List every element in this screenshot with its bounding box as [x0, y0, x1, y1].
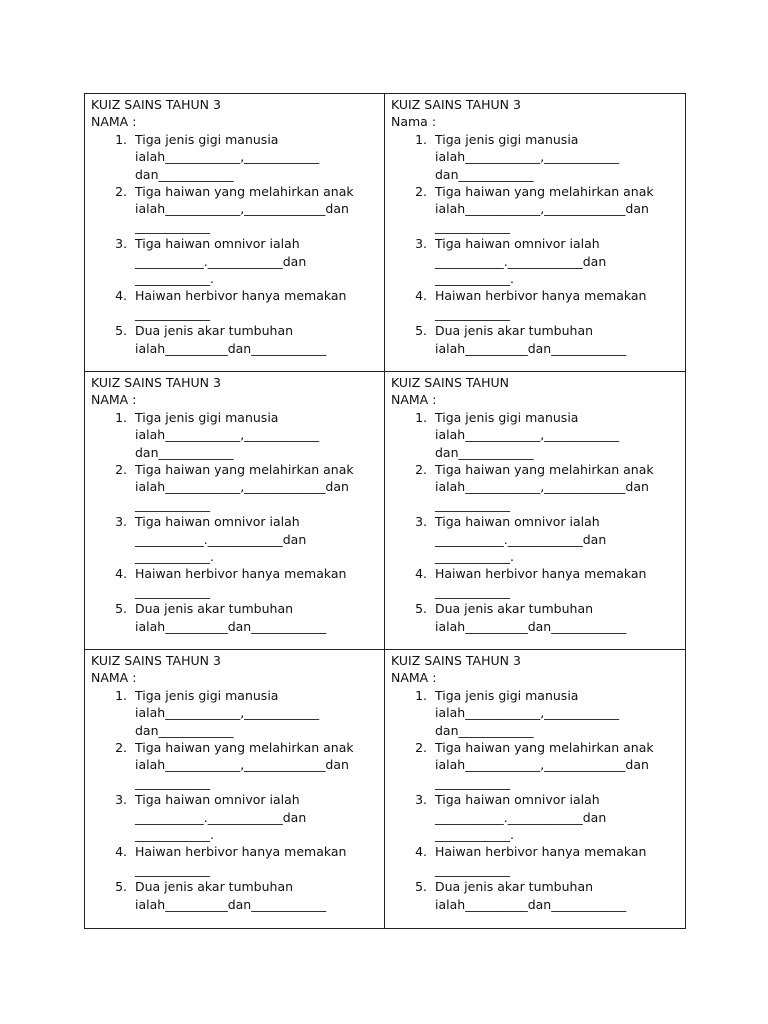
question-number: 5. — [415, 879, 427, 895]
question-line: dan____________ — [435, 166, 534, 182]
question-number: 3. — [115, 514, 127, 530]
question-line: Tiga jenis gigi manusia — [135, 409, 279, 425]
question-line: ____________ — [135, 774, 210, 790]
question-number: 4. — [415, 288, 427, 304]
question-text — [435, 513, 679, 565]
question-line: ialah__________dan____________ — [135, 896, 327, 912]
question-line: ___________.____________dan — [435, 809, 607, 825]
question-text — [135, 600, 378, 635]
question-list — [91, 687, 378, 913]
name-label: Nama : — [391, 114, 437, 130]
question-item — [391, 235, 679, 287]
quiz-title: KUIZ SAINS TAHUN 3 — [391, 97, 521, 112]
quiz-card — [385, 372, 685, 650]
question-number: 5. — [115, 879, 127, 895]
question-line: Dua jenis akar tumbuhan — [135, 879, 294, 895]
question-item — [91, 739, 378, 791]
question-number: 5. — [115, 601, 127, 617]
question-number: 3. — [415, 514, 427, 530]
question-line: ____________ — [135, 861, 210, 877]
question-item — [91, 461, 378, 513]
question-number: 4. — [115, 844, 127, 860]
question-line: Tiga haiwan omnivor ialah — [135, 514, 300, 530]
question-number: 1. — [115, 687, 127, 703]
name-label: NAMA : — [91, 670, 137, 686]
question-number: 2. — [115, 740, 127, 756]
question-item — [91, 409, 378, 461]
question-line: ialah____________,____________ — [435, 705, 620, 721]
question-text — [435, 739, 679, 791]
question-text — [135, 461, 378, 513]
quiz-card — [385, 94, 685, 372]
question-number: 3. — [415, 236, 427, 252]
question-line: ialah__________dan____________ — [135, 340, 327, 356]
question-number: 1. — [115, 131, 127, 147]
question-number: 2. — [115, 184, 127, 200]
question-text — [435, 878, 679, 913]
question-line: ____________ — [435, 218, 510, 234]
question-line: Tiga jenis gigi manusia — [435, 131, 579, 147]
question-line: Tiga haiwan omnivor ialah — [435, 792, 600, 808]
question-line: Tiga jenis gigi manusia — [435, 687, 579, 703]
name-label: NAMA : — [91, 114, 137, 130]
question-item — [391, 409, 679, 461]
question-item — [91, 791, 378, 843]
question-line: Tiga haiwan omnivor ialah — [435, 236, 600, 252]
name-label: NAMA : — [391, 392, 437, 408]
question-number: 2. — [415, 740, 427, 756]
question-list — [391, 409, 679, 635]
question-number: 1. — [415, 687, 427, 703]
question-line: dan____________ — [135, 166, 234, 182]
question-text — [435, 131, 679, 183]
question-line: ialah____________,____________ — [435, 427, 620, 443]
question-list — [391, 687, 679, 913]
question-item — [391, 791, 679, 843]
question-number: 4. — [115, 566, 127, 582]
question-line: Dua jenis akar tumbuhan — [135, 323, 294, 339]
question-line: Tiga haiwan yang melahirkan anak — [435, 184, 654, 200]
question-line: Tiga jenis gigi manusia — [135, 687, 279, 703]
question-item — [91, 183, 378, 235]
question-item — [391, 600, 679, 635]
question-item — [391, 739, 679, 791]
question-line: ___________.____________dan — [135, 253, 307, 269]
question-text — [435, 687, 679, 739]
question-list — [91, 409, 378, 635]
quiz-title: KUIZ SAINS TAHUN — [391, 375, 510, 390]
question-text — [435, 287, 679, 322]
question-text — [135, 791, 378, 843]
quiz-title: KUIZ SAINS TAHUN 3 — [391, 653, 521, 668]
question-item — [91, 600, 378, 635]
question-number: 5. — [115, 323, 127, 339]
question-text — [435, 461, 679, 513]
question-line: Tiga jenis gigi manusia — [435, 409, 579, 425]
question-line: Haiwan herbivor hanya memakan — [435, 288, 647, 304]
question-text — [135, 409, 378, 461]
question-text — [435, 409, 679, 461]
question-line: ialah____________,_____________dan — [435, 201, 649, 217]
question-text — [135, 739, 378, 791]
name-label: NAMA : — [91, 392, 137, 408]
question-item — [391, 878, 679, 913]
question-line: Tiga haiwan yang melahirkan anak — [435, 462, 654, 478]
question-text — [435, 600, 679, 635]
question-line: ____________ — [435, 583, 510, 599]
question-number: 3. — [115, 236, 127, 252]
question-line: Dua jenis akar tumbuhan — [435, 601, 594, 617]
question-line: Haiwan herbivor hanya memakan — [135, 288, 347, 304]
question-line: dan____________ — [435, 444, 534, 460]
question-line: ____________. — [435, 271, 514, 287]
question-line: ____________. — [435, 549, 514, 565]
question-text — [135, 131, 378, 183]
quiz-card — [85, 372, 385, 650]
question-line: Tiga haiwan yang melahirkan anak — [135, 462, 354, 478]
quiz-title: KUIZ SAINS TAHUN 3 — [91, 653, 221, 668]
question-line: Tiga haiwan yang melahirkan anak — [135, 740, 354, 756]
question-number: 1. — [415, 131, 427, 147]
question-item — [91, 287, 378, 322]
question-item — [91, 878, 378, 913]
question-item — [391, 183, 679, 235]
question-text — [435, 565, 679, 600]
question-item — [391, 513, 679, 565]
quiz-title: KUIZ SAINS TAHUN 3 — [91, 375, 221, 390]
question-line: ____________. — [135, 271, 214, 287]
question-text — [135, 565, 378, 600]
question-number: 5. — [415, 323, 427, 339]
question-line: Haiwan herbivor hanya memakan — [435, 844, 647, 860]
question-item — [91, 687, 378, 739]
question-text — [435, 791, 679, 843]
question-line: ialah____________,____________ — [135, 149, 320, 165]
question-line: ialah__________dan____________ — [135, 618, 327, 634]
question-line: ____________ — [135, 583, 210, 599]
question-line: ____________ — [435, 496, 510, 512]
question-text — [135, 322, 378, 357]
question-line: ___________.____________dan — [435, 253, 607, 269]
question-number: 2. — [115, 462, 127, 478]
question-line: Tiga haiwan yang melahirkan anak — [435, 740, 654, 756]
question-item — [391, 131, 679, 183]
question-number: 4. — [415, 566, 427, 582]
question-line: ____________ — [135, 218, 210, 234]
question-line: ____________ — [435, 861, 510, 877]
question-item — [391, 687, 679, 739]
question-line: Dua jenis akar tumbuhan — [435, 879, 594, 895]
question-line: ____________ — [435, 305, 510, 321]
question-line: dan____________ — [135, 444, 234, 460]
question-number: 4. — [115, 288, 127, 304]
question-line: ____________. — [135, 827, 214, 843]
question-number: 1. — [115, 409, 127, 425]
question-line: Tiga haiwan yang melahirkan anak — [135, 184, 354, 200]
question-text — [435, 183, 679, 235]
question-text — [435, 322, 679, 357]
question-line: Dua jenis akar tumbuhan — [135, 601, 294, 617]
question-item — [391, 322, 679, 357]
quiz-card — [385, 650, 685, 928]
question-line: ialah__________dan____________ — [435, 618, 627, 634]
question-line: Tiga jenis gigi manusia — [135, 131, 279, 147]
question-line: ialah____________,_____________dan — [135, 201, 349, 217]
question-line: ___________.____________dan — [135, 809, 307, 825]
question-item — [91, 565, 378, 600]
quiz-card — [85, 650, 385, 928]
question-line: Tiga haiwan omnivor ialah — [135, 236, 300, 252]
question-number: 1. — [415, 409, 427, 425]
question-text — [135, 235, 378, 287]
question-item — [91, 235, 378, 287]
question-line: ialah__________dan____________ — [435, 896, 627, 912]
question-item — [91, 513, 378, 565]
question-line: Haiwan herbivor hanya memakan — [135, 844, 347, 860]
quiz-card — [85, 94, 385, 372]
question-item — [91, 322, 378, 357]
question-line: ___________.____________dan — [135, 531, 307, 547]
question-number: 5. — [415, 601, 427, 617]
question-text — [135, 843, 378, 878]
question-line: ialah____________,____________ — [135, 705, 320, 721]
question-line: ialah____________,_____________dan — [435, 479, 649, 495]
question-line: Haiwan herbivor hanya memakan — [135, 566, 347, 582]
question-line: ____________. — [135, 549, 214, 565]
question-text — [135, 687, 378, 739]
question-line: ialah____________,_____________dan — [135, 757, 349, 773]
question-number: 3. — [415, 792, 427, 808]
question-line: dan____________ — [435, 722, 534, 738]
question-line: Tiga haiwan omnivor ialah — [435, 514, 600, 530]
quiz-title: KUIZ SAINS TAHUN 3 — [91, 97, 221, 112]
question-item — [91, 843, 378, 878]
question-line: ___________.____________dan — [435, 531, 607, 547]
name-label: NAMA : — [391, 670, 437, 686]
question-line: Haiwan herbivor hanya memakan — [435, 566, 647, 582]
question-line: ____________. — [435, 827, 514, 843]
question-text — [135, 287, 378, 322]
question-item — [391, 843, 679, 878]
question-item — [391, 287, 679, 322]
question-line: ____________ — [135, 496, 210, 512]
question-line: Dua jenis akar tumbuhan — [435, 323, 594, 339]
question-line: ialah____________,_____________dan — [435, 757, 649, 773]
question-text — [135, 513, 378, 565]
question-line: ____________ — [135, 305, 210, 321]
question-item — [91, 131, 378, 183]
question-line: ialah____________,____________ — [135, 427, 320, 443]
question-number: 4. — [415, 844, 427, 860]
question-line: dan____________ — [135, 722, 234, 738]
question-list — [391, 131, 679, 357]
quiz-sheet-grid — [84, 93, 686, 929]
question-line: ialah____________,____________ — [435, 149, 620, 165]
question-number: 2. — [415, 462, 427, 478]
question-text — [435, 235, 679, 287]
question-item — [391, 565, 679, 600]
question-text — [435, 843, 679, 878]
question-line: Tiga haiwan omnivor ialah — [135, 792, 300, 808]
question-line: ____________ — [435, 774, 510, 790]
question-text — [135, 878, 378, 913]
question-item — [391, 461, 679, 513]
question-line: ialah____________,_____________dan — [135, 479, 349, 495]
question-number: 3. — [115, 792, 127, 808]
question-number: 2. — [415, 184, 427, 200]
question-text — [135, 183, 378, 235]
question-list — [91, 131, 378, 357]
question-line: ialah__________dan____________ — [435, 340, 627, 356]
